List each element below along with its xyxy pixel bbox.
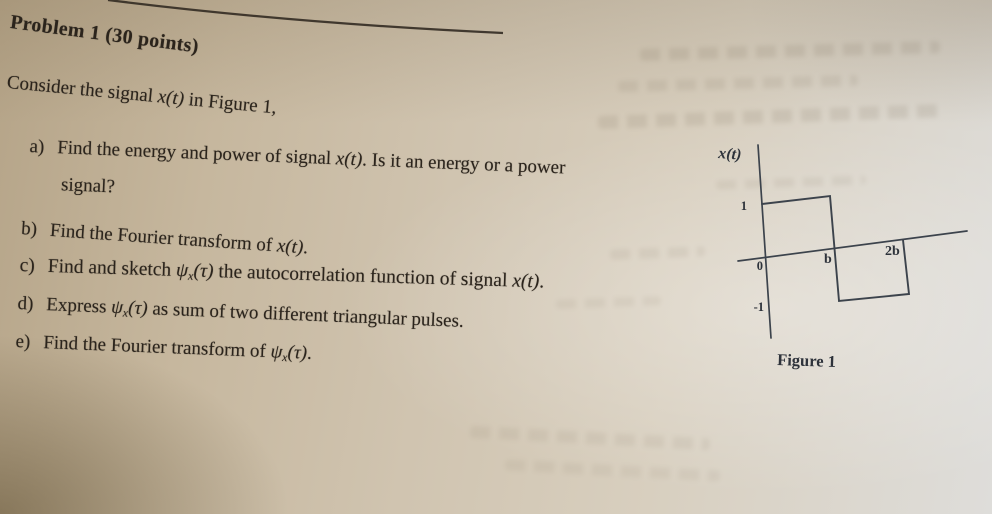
item-a-line2: signal? xyxy=(60,174,116,198)
figure-x-axis xyxy=(738,231,967,261)
math-xt: x(t) xyxy=(156,86,186,110)
item-c-label: c) xyxy=(19,254,36,277)
text-segment: Find the energy and power of signal xyxy=(56,137,337,170)
text-segment: Find the Fourier transform of xyxy=(42,332,271,363)
item-e-label: e) xyxy=(15,331,31,353)
text-segment: Find the Fourier transform of xyxy=(49,219,278,257)
tick-label-2b: 2b xyxy=(885,244,900,259)
text-segment: . xyxy=(539,271,545,293)
math-xt: x(t) xyxy=(276,235,304,259)
figure-y-axis-label: x(t) xyxy=(717,145,742,164)
text-segment: . xyxy=(302,237,309,259)
text-segment: . xyxy=(306,342,313,364)
math-psi: ψ xyxy=(175,259,189,282)
math-psi-subscript: x xyxy=(281,351,288,365)
tick-label-b: b xyxy=(824,252,832,267)
math-psi-subscript: x xyxy=(187,268,194,283)
problem-title: Problem 1 (30 points) xyxy=(8,10,201,58)
math-psi: ψ xyxy=(110,296,124,319)
math-tau-arg: (τ) xyxy=(287,341,308,364)
text-segment: Consider the signal xyxy=(6,72,159,108)
math-xt: x(t) xyxy=(511,270,540,293)
math-tau-arg: (τ) xyxy=(127,297,149,320)
math-psi-subscript: x xyxy=(122,306,129,320)
text-segment: the autocorrelation function of signal xyxy=(213,261,513,292)
math-xt: x(t) xyxy=(335,148,363,171)
tick-label-minus-one: -1 xyxy=(753,300,764,314)
tick-label-zero: 0 xyxy=(756,259,763,273)
math-tau-arg: (τ) xyxy=(193,260,214,283)
item-d-label: d) xyxy=(17,293,34,315)
text-segment: Express xyxy=(45,294,112,318)
item-b-label: b) xyxy=(20,218,38,241)
text-segment: in Figure 1, xyxy=(183,88,278,119)
figure-caption: Figure 1 xyxy=(776,350,837,372)
text-segment: as sum of two different triangular pulses. xyxy=(147,298,465,332)
top-rule-line xyxy=(108,0,503,33)
tick-label-one: 1 xyxy=(740,199,747,213)
item-a-label: a) xyxy=(29,136,45,158)
text-segment: . Is it an energy or a power xyxy=(361,149,566,179)
math-psi: ψ xyxy=(270,341,283,363)
text-segment: Find and sketch xyxy=(47,255,177,281)
